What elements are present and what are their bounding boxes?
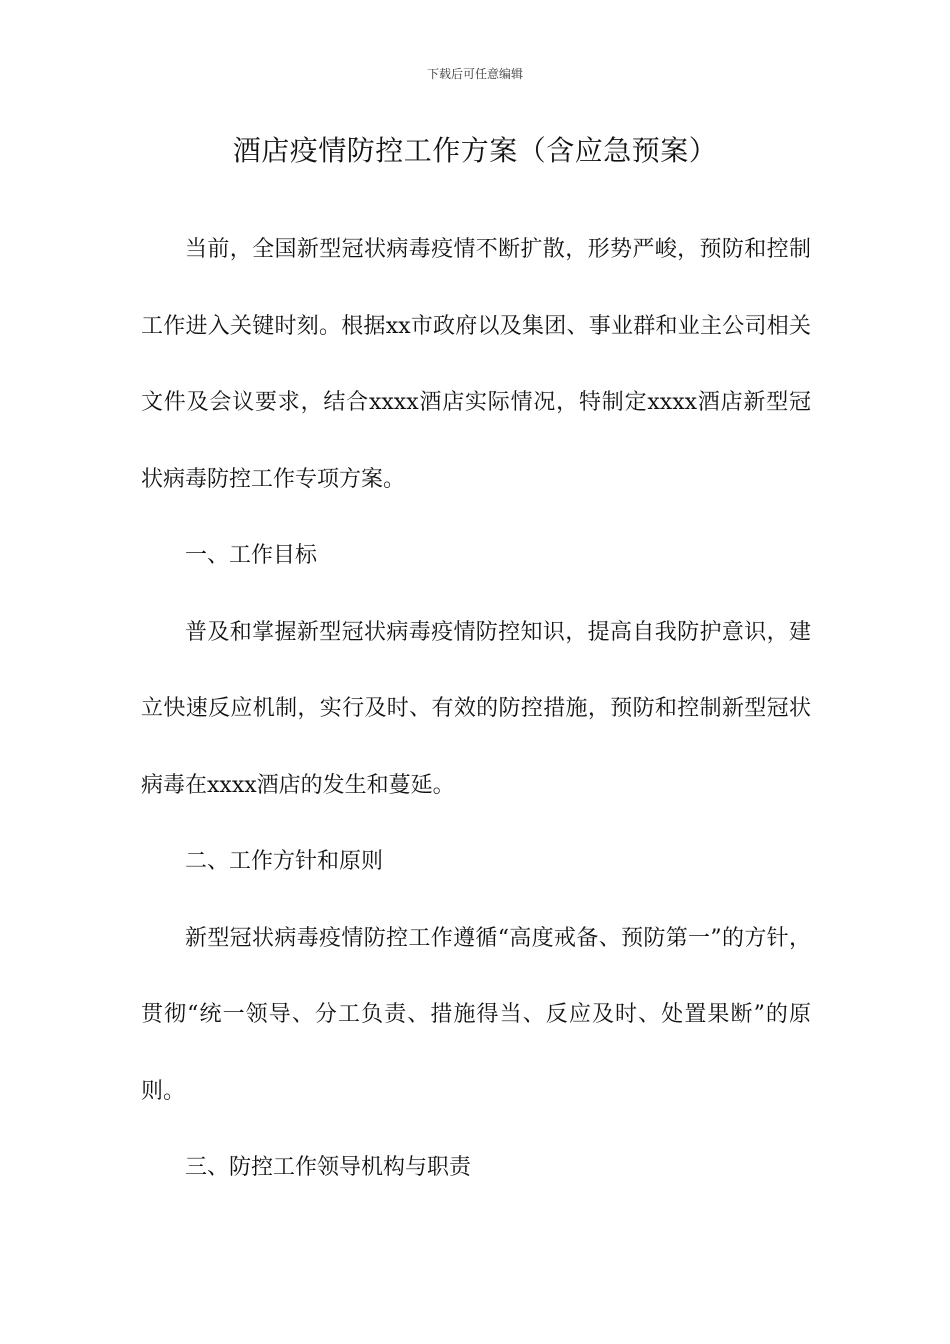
section-heading-1: 一、工作目标 [185, 543, 318, 568]
document-title: 酒店疫情防控工作方案（含应急预案） [232, 134, 718, 167]
paragraph-principles: 新型冠状病毒疫情防控工作遵循“高度戒备、预防第一”的方针，贯彻“统一领导、分工负责、措施得当、反应及时、处置果断”的原则。 [141, 925, 811, 1104]
header-note: 下载后可任意编辑 [426, 67, 523, 81]
paragraph-intro: 当前，全国新型冠状病毒疫情不断扩散，形势严峻，预防和控制工作进入关键时刻。根据xx市政府以及集团、事业群和业主公司相关文件及会议要求，结合xxxx酒店实际情况，特制定xxxx酒店新型冠状病毒防控工作专项方案。 [141, 237, 811, 492]
section-heading-3: 三、防控工作领导机构与职责 [185, 1155, 472, 1180]
document-body [141, 212, 811, 1207]
paragraph-goals: 普及和掌握新型冠状病毒疫情防控知识，提高自我防护意识，建立快速反应机制，实行及时、有效的防控措施，预防和控制新型冠状病毒在xxxx酒店的发生和蔓延。 [141, 619, 811, 798]
section-heading-2: 二、工作方针和原则 [185, 849, 384, 874]
